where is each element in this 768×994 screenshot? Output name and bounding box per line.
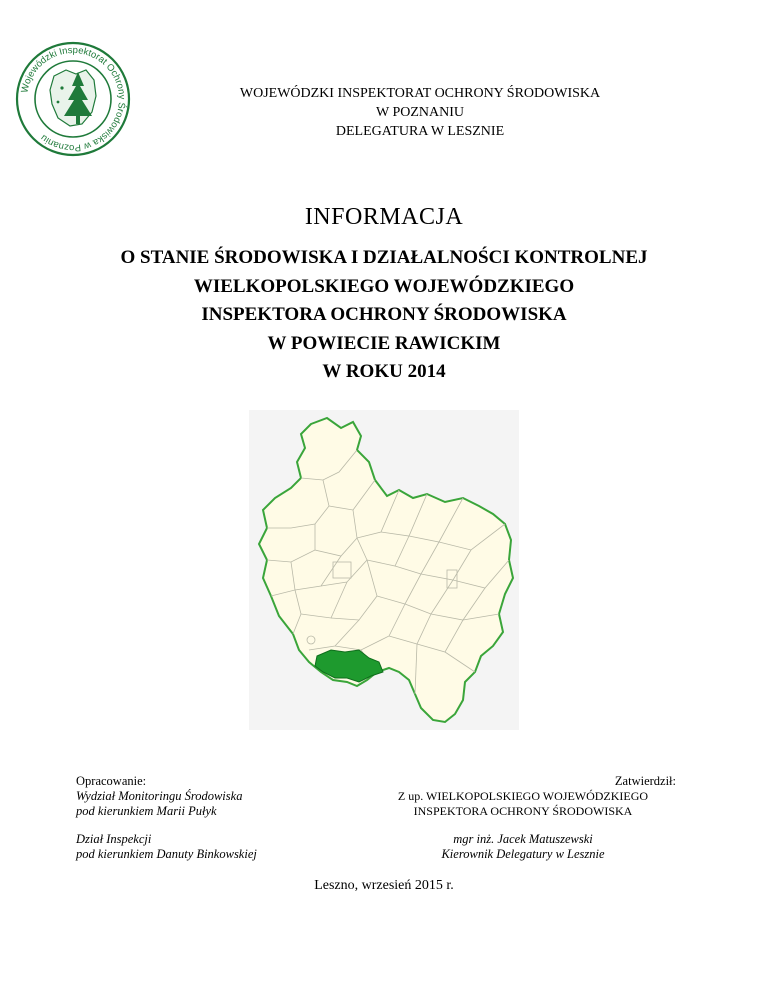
approver-authority-line-1: Z up. WIELKOPOLSKIEGO WOJEWÓDZKIEGO	[397, 789, 649, 803]
department-monitoring: Wydział Monitoringu Środowiska	[76, 789, 243, 803]
document-subtitle	[0, 244, 768, 387]
subtitle-line-5: W ROKU 2014	[322, 361, 446, 382]
institution-header	[140, 84, 700, 141]
department-monitoring-head: pod kierunkiem Marii Pułyk	[76, 804, 217, 818]
subtitle-line-3: INSPEKTORA OCHRONY ŚRODOWISKA	[201, 304, 567, 325]
prepared-by-label: Opracowanie:	[76, 774, 147, 788]
department-inspection-head: pod kierunkiem Danuty Binkowskiej	[76, 847, 257, 861]
approved-by-label: Zatwierdził:	[614, 774, 676, 788]
approved-by-block	[370, 774, 676, 862]
subtitle-line-4: W POWIECIE RAWICKIM	[267, 332, 501, 354]
prepared-by-block	[76, 774, 376, 862]
subtitle-line-2: WIELKOPOLSKIEGO WOJEWÓDZKIEGO	[193, 275, 575, 297]
header-line-2: W POZNANIU	[375, 105, 464, 120]
logo-ring-text: Wojewódzki Inspektorat Ochrony Środowiska w Poznaniu	[19, 44, 128, 154]
approver-authority-line-2: INSPEKTORA OCHRONY ŚRODOWISKA	[413, 804, 633, 818]
wios-logo	[14, 40, 132, 158]
approver-role: Kierownik Delegatury w Lesznie	[441, 847, 605, 861]
subtitle-line-1: O STANIE ŚRODOWISKA I DZIAŁALNOŚCI KONTROLNEJ	[120, 247, 648, 268]
document-title: INFORMACJA	[304, 204, 464, 230]
voivodeship-map	[249, 410, 519, 730]
place-and-date: Leszno, wrzesień 2015 r.	[314, 878, 454, 893]
department-inspection: Dział Inspekcji	[76, 832, 152, 846]
header-line-1: WOJEWÓDZKI INSPEKTORAT OCHRONY ŚRODOWISKA	[239, 86, 601, 101]
header-line-3: DELEGATURA W LESZNIE	[335, 124, 505, 139]
approver-name: mgr inż. Jacek Matuszewski	[453, 832, 593, 846]
